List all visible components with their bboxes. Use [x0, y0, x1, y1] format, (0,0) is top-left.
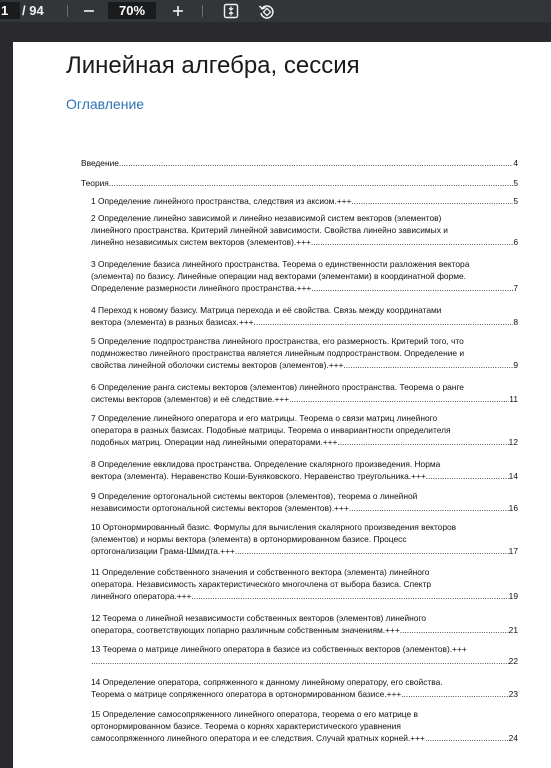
page-number-input[interactable]: 1 [0, 2, 20, 19]
toc-entry-line [91, 545, 518, 557]
toc-entry[interactable] [91, 708, 518, 744]
toc-entry-line [91, 270, 518, 282]
toc-entry-text: 9 Определение ортогональной системы векторов (элементов), теорема о линейной [91, 491, 418, 501]
toc-entry-line [91, 688, 518, 700]
toc-leader-dots [401, 688, 508, 700]
toc-entry[interactable] [91, 381, 518, 405]
toc-page-number: 23 [508, 689, 518, 699]
toc-entry-line [91, 304, 518, 316]
toc-entry-line [91, 335, 518, 347]
toc-entry-text: независимости ортогональной системы векторов (элементов).+++ [91, 503, 349, 513]
toc-entry[interactable] [91, 490, 518, 514]
toc-leader-dots [289, 393, 509, 405]
toc-heading: Оглавление [66, 96, 145, 112]
toolbar-divider [202, 5, 203, 17]
toc-leader-dots [343, 359, 513, 371]
toc-entry-text: 12 Теорема о линейной независимости собственных векторов (элементов) линейного [91, 613, 426, 623]
toc-entry-text: подобных матриц. Операции над линейными операторами.+++ [91, 437, 338, 447]
page-total: / 94 [22, 3, 44, 18]
toc-entry-text: свойства линейной оболочки системы векторов (элементов).+++ [91, 360, 344, 370]
toc-entry-line [91, 470, 518, 482]
toc-leader-dots [337, 436, 508, 448]
toc-leader-dots [109, 177, 513, 189]
toc-leader-dots [254, 316, 514, 328]
toc-entry-line [91, 732, 518, 744]
toc-entry-line [91, 224, 518, 236]
toc-page-number: 19 [508, 591, 518, 601]
toc-entry-line [91, 195, 518, 207]
toc-entry-text: системы векторов (элементов) и её следствие.+++ [91, 394, 290, 404]
toc-entry-text: оператора, соответствующих попарно различным собственным значениям.+++ [91, 625, 400, 635]
toc-entry-text: вектора (элемента) в разных базисах.+++ [91, 317, 254, 327]
toc-entry[interactable] [91, 643, 518, 667]
toc-entry-line [91, 212, 518, 224]
toc-leader-dots [400, 624, 509, 636]
toc-entry[interactable] [81, 157, 518, 169]
toc-page-number: 5 [513, 196, 518, 206]
toc-entry-text: вектора (элемента). Неравенство Коши-Буняковского. Неравенство треугольника.+++ [91, 471, 426, 481]
toc-page-number: 16 [508, 503, 518, 513]
toc-entry-text: Определение размерности линейного пространства.+++ [91, 283, 312, 293]
toc-entry-line [91, 502, 518, 514]
toolbar-divider [67, 5, 68, 17]
toc-page-number: 22 [508, 656, 518, 666]
toc-entry-text: 6 Определение ранга системы векторов (элементов) линейного пространства. Теорема о ранге [91, 382, 464, 392]
toc-entry-text: линейного пространства. Критерий линейной зависимости. Свойства линейно зависимых и [91, 225, 448, 235]
toc-entry-line [81, 177, 518, 189]
minus-icon [83, 5, 95, 17]
toc-entry-line [91, 381, 518, 393]
toc-entry-text: 1 Определение линейного пространства, следствия из аксиом.+++ [91, 196, 352, 206]
toc-entry-line [91, 708, 518, 720]
toc-leader-dots [426, 470, 509, 482]
pdf-toolbar [0, 0, 551, 22]
toc-entry-text: 4 Переход к новому базису. Матрица перехода и её свойства. Связь между координатами [91, 305, 442, 315]
toc-entry-text: Теория [81, 178, 109, 188]
toc-entry[interactable] [91, 212, 518, 248]
toc-entry-text: самосопряженного линейного оператора и ее следствия. Случай кратных корней.+++ [91, 733, 425, 743]
document-title: Линейная алгебра, сессия [66, 52, 360, 79]
toc-entry-text: 2 Определение линейно зависимой и линейно независимой систем векторов (элементов) [91, 213, 442, 223]
plus-icon [172, 5, 184, 17]
toc-entry-line [91, 282, 518, 294]
toc-entry-line [91, 316, 518, 328]
rotate-icon [258, 3, 275, 20]
toc-entry-line [91, 347, 518, 359]
toc-entry-line [91, 412, 518, 424]
toc-entry-text: 7 Определение линейного оператора и его матрицы. Теорема о связи матриц линейного [91, 413, 438, 423]
toc-entry-line [91, 424, 518, 436]
zoom-in-button[interactable] [168, 1, 188, 21]
toc-entry-line [91, 590, 518, 602]
toc-entry-line [91, 359, 518, 371]
toc-entry-line [91, 612, 518, 624]
toc-entry-text: Введение [81, 158, 119, 168]
toc-entry[interactable] [91, 521, 518, 557]
toc-entry-text: (элементов) и нормы вектора (элемента) в ортонормированном базисе. Процесс [91, 534, 407, 544]
toc-entry-line [91, 566, 518, 578]
toc-entry-text: 14 Определение оператора, сопряженного к данному линейному оператору, его свойства. [91, 677, 443, 687]
toc-entry-text: 8 Определение евклидова пространства. Определение скалярного произведения. Норма [91, 459, 441, 469]
toc-entry[interactable] [91, 195, 518, 207]
toc-page-number: 8 [513, 317, 518, 327]
toc-leader-dots [91, 655, 509, 667]
toc-page-number: 17 [508, 546, 518, 556]
toc-entry[interactable] [91, 458, 518, 482]
toc-entry[interactable] [91, 612, 518, 636]
toc-entry-text: (элемента) по базису. Линейные операции над векторами (элементами) в координатной форме. [91, 271, 466, 281]
toc-entry-line [91, 655, 518, 667]
toc-leader-dots [311, 282, 513, 294]
toc-page-number: 11 [509, 394, 518, 404]
toc-page-number: 6 [513, 237, 518, 247]
toc-entry-line [91, 676, 518, 688]
toc-page-number: 9 [513, 360, 518, 370]
toc-entry-text: 3 Определение базиса линейного пространства. Теорема о единственности разложения вектора [91, 259, 470, 269]
toc-entry-line [91, 643, 518, 655]
toc-entry[interactable] [91, 335, 518, 371]
toc-entry[interactable] [91, 566, 518, 602]
toc-entry-text: оператора в разных базисах. Подобные матрицы. Теорема о инвариантности определителя [91, 425, 451, 435]
toc-leader-dots [425, 732, 509, 744]
toc-page-number: 14 [508, 471, 518, 481]
toc-entry-line [91, 490, 518, 502]
toc-entry[interactable] [91, 304, 518, 328]
toc-entry-line [91, 720, 518, 732]
toc-entry-text: линейного оператора.+++ [91, 591, 192, 601]
fit-page-icon [223, 3, 239, 19]
toc-entry-line [91, 533, 518, 545]
toc-entry[interactable] [81, 177, 518, 189]
toc-entry-line [91, 436, 518, 448]
rotate-button[interactable] [256, 1, 276, 21]
toc-entry-text: ортонормированном базисе. Теорема о корнях характеристического уравнения [91, 721, 401, 731]
toc-entry-line [91, 521, 518, 533]
toc-leader-dots [349, 502, 509, 514]
toc-entry-line [91, 624, 518, 636]
toc-page-number: 24 [508, 733, 518, 743]
toc-entry-text: 5 Определение подпространства линейного пространства, его размерность. Критерий того, что [91, 336, 464, 346]
toc-entry-text: 13 Теорема о матрице линейного оператора в базисе из собственных векторов (элементов).+++ [91, 644, 467, 654]
toc-entry-line [91, 393, 518, 405]
zoom-out-button[interactable] [79, 1, 99, 21]
toc-entry-text: подмножество линейного пространства является линейным подпространством. Определение и [91, 348, 465, 358]
toc-leader-dots [311, 236, 513, 248]
toc-leader-dots [191, 590, 508, 602]
toc-entry-line [81, 157, 518, 169]
toc-entry-text: оператора. Независимость характеристического многочлена от выбора базиса. Спектр [91, 579, 432, 589]
toc-entry-text: линейно независимых систем векторов (элементов).+++ [91, 237, 311, 247]
toc-entry-line [91, 578, 518, 590]
toc-entry[interactable] [91, 258, 518, 294]
toc-page-number: 21 [508, 625, 518, 635]
toc-page-number: 7 [513, 283, 518, 293]
toc-entry-line [91, 258, 518, 270]
toc-entry-text: 15 Определение самосопряженного линейного оператора, теорема о его матрице в [91, 709, 418, 719]
toc-page-number: 12 [508, 437, 518, 447]
toc-entry-line [91, 236, 518, 248]
toc-leader-dots [235, 545, 509, 557]
toc-leader-dots [351, 195, 513, 207]
toc-entry-line [91, 458, 518, 470]
toc-entry[interactable] [91, 412, 518, 448]
toc-page-number: 4 [513, 158, 518, 168]
toc-entry[interactable] [91, 676, 518, 700]
zoom-level-input[interactable]: 70% [108, 2, 156, 19]
toc-leader-dots [119, 157, 513, 169]
toc-entry-text: 10 Ортонормированный базис. Формулы для вычисления скалярного произведения векторов [91, 522, 457, 532]
toc-entry-text: ортогонализации Грама-Шмидта.+++ [91, 546, 235, 556]
toc-entry-text: Теорема о матрице сопряженного оператора в ортонормированном базисе.+++ [91, 689, 402, 699]
toc-page-number: 5 [513, 178, 518, 188]
fit-to-page-button[interactable] [221, 1, 241, 21]
toc-entry-text: 11 Определение собственного значения и собственного вектора (элемента) линейного [91, 567, 430, 577]
